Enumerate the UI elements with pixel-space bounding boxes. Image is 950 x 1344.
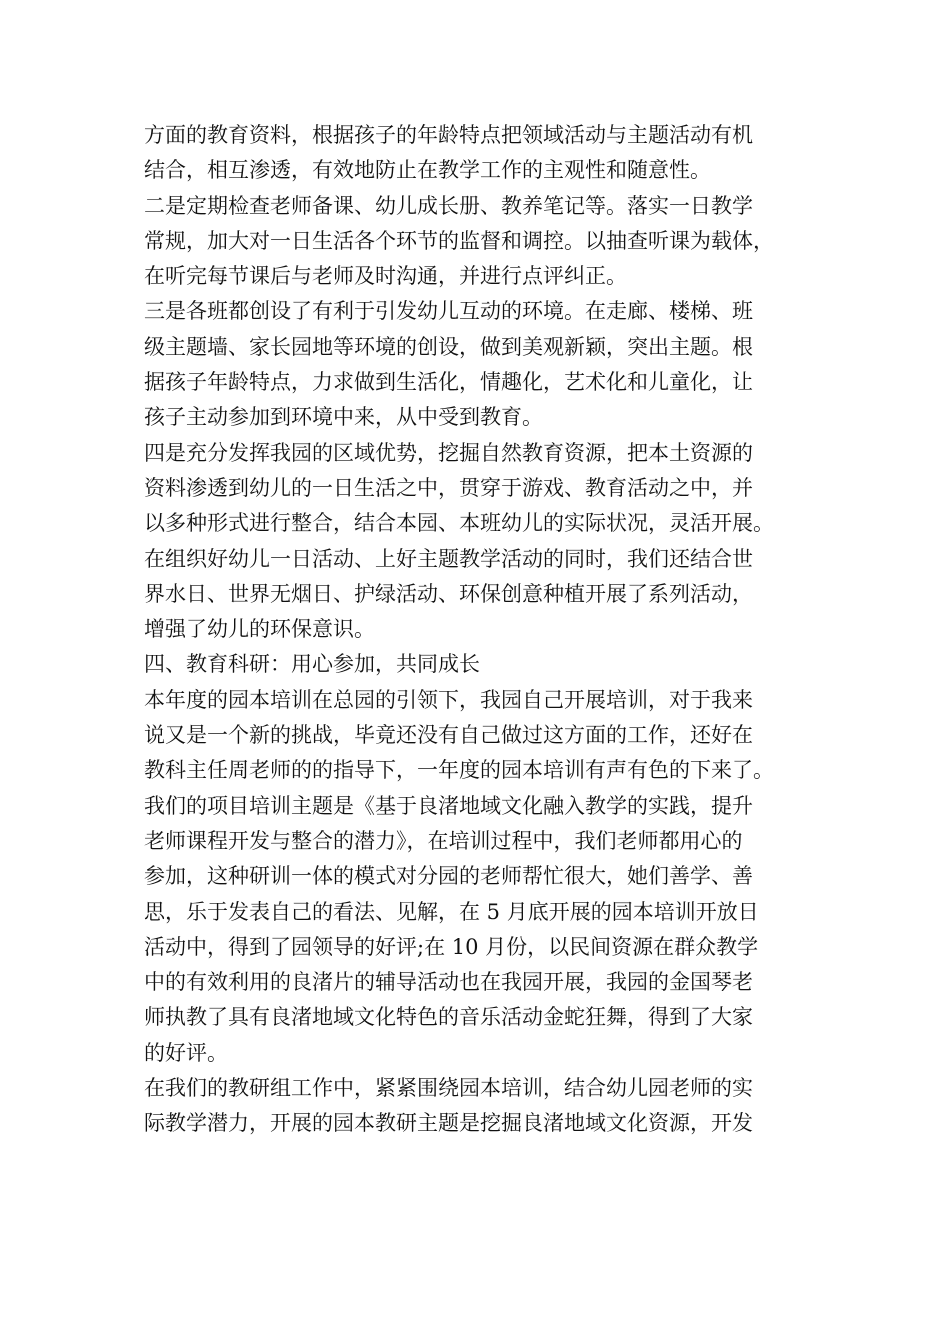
text-line: 活动中，得到了园领导的好评;在 10 月份，以民间资源在群众教学: [144, 934, 759, 959]
text-line: 参加，这种研训一体的模式对分园的老师帮忙很大，她们善学、善: [144, 864, 753, 889]
text-line: 中的有效利用的良渚片的辅导活动也在我园开展，我园的金国琴老: [144, 970, 753, 995]
document-body: [144, 118, 824, 1142]
text-line: 四、教育科研：用心参加，共同成长: [144, 652, 480, 677]
text-line: 结合，相互渗透，有效地防止在教学工作的主观性和随意性。: [144, 158, 711, 183]
text-line: 四是充分发挥我园的区域优势，挖掘自然教育资源，把本土资源的: [144, 440, 753, 465]
text-line: 本年度的园本培训在总园的引领下，我园自己开展培训，对于我来: [144, 687, 753, 712]
text-line: 的好评。: [144, 1040, 228, 1065]
text-line: 教科主任周老师的的指导下，一年度的园本培训有声有色的下来了。: [144, 758, 774, 783]
text-line: 说又是一个新的挑战，毕竟还没有自己做过这方面的工作，还好在: [144, 723, 753, 748]
text-line: 在听完每节课后与老师及时沟通，并进行点评纠正。: [144, 264, 627, 289]
text-line: 思，乐于发表自己的看法、见解，在 5 月底开展的园本培训开放日: [144, 899, 759, 924]
text-line: 师执教了具有良渚地域文化特色的音乐活动金蛇狂舞，得到了大家: [144, 1005, 753, 1030]
text-line: 在我们的教研组工作中，紧紧围绕园本培训，结合幼儿园老师的实: [144, 1076, 753, 1101]
text-line: 在组织好幼儿一日活动、上好主题教学活动的同时，我们还结合世: [144, 546, 753, 571]
text-line: 级主题墙、家长园地等环境的创设，做到美观新颖，突出主题。根: [144, 334, 753, 359]
text-line: 三是各班都创设了有利于引发幼儿互动的环境。在走廊、楼梯、班: [144, 299, 753, 324]
text-line: 界水日、世界无烟日、护绿活动、环保创意种植开展了系列活动，: [144, 581, 753, 606]
text-line: 孩子主动参加到环境中来，从中受到教育。: [144, 405, 543, 430]
text-line: 以多种形式进行整合，结合本园、本班幼儿的实际状况，灵活开展。: [144, 511, 774, 536]
text-line: 老师课程开发与整合的潜力》，在培训过程中，我们老师都用心的: [144, 828, 743, 853]
text-line: 方面的教育资料，根据孩子的年龄特点把领域活动与主题活动有机: [144, 123, 753, 147]
text-line: 常规，加大对一日生活各个环节的监督和调控。以抽查听课为载体，: [144, 228, 774, 253]
text-line: 增强了幼儿的环保意识。: [144, 617, 375, 642]
text-line: 际教学潜力，开展的园本教研主题是挖掘良渚地域文化资源，开发: [144, 1111, 753, 1136]
text-line: 我们的项目培训主题是《基于良渚地域文化融入教学的实践，提升: [144, 793, 753, 818]
text-line: 据孩子年龄特点，力求做到生活化，情趣化，艺术化和儿童化，让: [144, 370, 753, 395]
text-line: 资料渗透到幼儿的一日生活之中，贯穿于游戏、教育活动之中，并: [144, 475, 753, 500]
text-line: 二是定期检查老师备课、幼儿成长册、教养笔记等。落实一日教学: [144, 193, 753, 218]
